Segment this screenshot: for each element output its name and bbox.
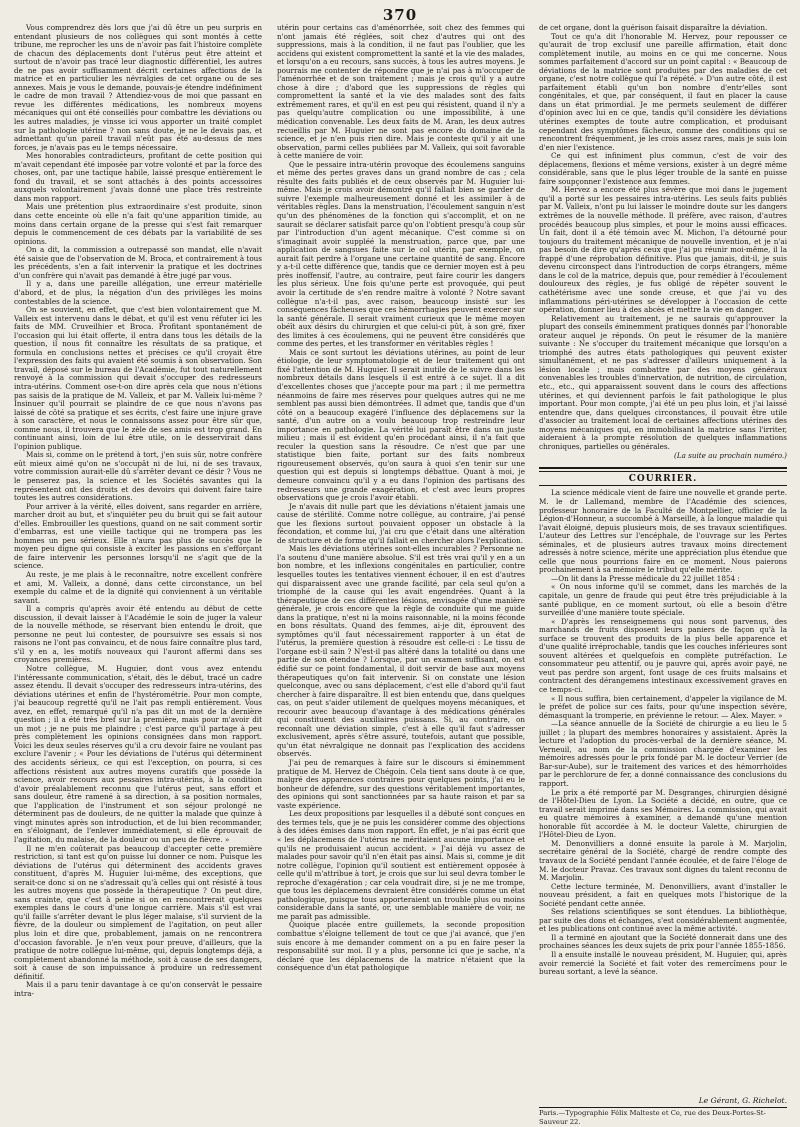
paragraph: Je n'avais dit nulle part que les déviations n'étaient jamais une cause de stérilité. Comme notre collègue, au contraire, j'ai pensé que les flexions surtout pouvaient opposer un obstacle à la fécondation, et comme lui, j'ai cru que c'était dans une altération de structure et de forme qu'il fallait en chercher alors l'explication.	[277, 501, 525, 545]
column-3	[539, 24, 787, 1089]
paragraph: Mais il a paru tenir davantage à ce qu'on conservât le pessaire intra-	[14, 980, 262, 998]
paragraph: Ses relations scientifiques se sont étendues. La bibliothèque, par suite des dons et échanges, s'est considérablement augmentée, et les publications ont continué avec la même activité.	[539, 907, 787, 934]
column-2	[277, 24, 525, 1119]
paragraph: Mais les déviations utérines sont-elles incurables ? Personne ne l'a soutenu d'une manière absolue. S'il est très vrai qu'il y en a un bon nombre, et les inflexions congénitales en particulier, contre lesquelles toutes les tentatives viennent échouer, il en est d'autres qui disparaissent avec une grande facilité, par cela seul qu'on a triomphé de la cause qui les avait engendrées. Quant à la thérapeutique de ces différentes lésions, envisagée d'une manière générale, je crois encore que la règle de conduite qui me guide dans la pratique, n'est ni la moins raisonnable, ni la moins féconde en bons résultats. Quand des femmes, ai-je dit, éprouvent des symptômes qu'il faut nécessairement rapporter à un état de l'utérus, la première question à résoudre est celle-ci : Le tissu de l'organe est-il sain ? N'est-il pas altéré dans la totalité ou dans une partie de son étendue ? Lorsque, par un examen suffisant, on est édifié sur ce point fondamental, il doit servir de base aux moyens thérapeutiques qu'on fait intervenir. Si on constate une lésion quelconque, avec ou sans déplacement, c'est elle d'abord qu'il faut chercher à faire disparaître. Il est bien entendu que, dans quelques cas, on peut s'aider utilement de quelques moyens mécaniques, et recourir avec beaucoup d'avantage à des médications générales qui constituent des auxiliaires puissans. Si, au contraire, on reconnaît une déviation simple, c'est à elle qu'il faut s'adresser exclusivement, après s'être assuré, toutefois, autant que possible, qu'un état névralgique ne donnait pas l'explication des accidens observés.	[277, 544, 525, 759]
courrier-body	[539, 489, 787, 976]
paragraph: On se souvient, en effet, que c'est bien volontairement que M. Valleix est intervenu dans le débat, et qu'il est venu réfuter ici les faits de MM. Cruveilhier et Broca. Profitant spontanément de l'occasion qui lui était offerte, il entra dans tous les détails de la question, il nous fit connaître les résultats de sa pratique, et formula en conclusions nettes et précises ce qu'il croyait être l'expression des faits qui avaient été soumis à son observation. Son travail, déposé sur le bureau de l'Académie, fut tout naturellement renvoyé à la commission qui devait s'occuper des redresseurs intra-utérins. Comment ose-t-on dire après cela que nous n'étions pas saisis de la pratique de M. Valleix, et par M. Valleix lui-même ? Insinuer qu'il pourrait se plaindre de ce que nous n'avons pas laissé de côté sa pratique et ses écrits, c'est faire une injure grave à son caractère, et nous le connaissons assez pour être sûr que, comme nous, il trouvera que le zèle de ses amis est trop grand. En continuant ainsi, loin de lui être utile, on le desservirait dans l'opinion publique.	[14, 305, 262, 451]
paragraph: Mais ce sont surtout les déviations utérines, au point de leur étiologie, de leur symptomatologie et de leur traitement qui ont fixé l'attention de M. Huguier. Il serait inutile de le suivre dans les nombreux détails dans lesquels il est entré à ce sujet. Il a dit d'excellentes choses que j'accepte pour ma part ; il me permettra néanmoins de faire mes réserves pour quelques autres qui ne me semblent pas aussi bien démontrées. Il admet que, tandis que d'un côté on a beaucoup exagéré l'influence des déplacemens sur la santé, d'un autre on a voulu beaucoup trop restreindre leur importance en pathologie. La vérité lui paraît être dans un juste milieu ; mais il est évident qu'en procédant ainsi, il n'a fait que reculer la question sans la résoudre. Ce n'est que par une statistique bien faite, portant sur des faits nombreux rigoureusement observés, qu'on saura à quoi s'en tenir sur une question qui est depuis si longtemps débattue. Quant à moi, je demeure convaincu qu'il y a eu dans l'opinion des partisans des redresseurs une grande exagération, et c'est avec leurs propres observations que je crois l'avoir établi.	[277, 347, 525, 503]
paragraph: Il a ensuite installé le nouveau président, M. Huguier, qui, après avoir remercié la Société et fait voter des remercîmens pour le bureau sortant, a levé la séance.	[539, 949, 787, 977]
paragraph: Tout ce qu'a dit l'honorable M. Hervez, pour repousser ce qu'aurait de trop exclusif une pareille affirmation, était donc complètement inutile, au moins en ce qui me concerne. Nous sommes parfaitement d'accord sur un point capital : « Beaucoup de déviations de la matrice sont produites par des maladies de cet organe, c'est notre collègue qui l'a répété. » D'un autre côté, il est parfaitement établi qu'un bon nombre d'entr'elles sont congénitales, et que, par conséquent, il faut en placer la cause dans un état primordial. Je me permets seulement de différer d'opinion avec lui en ce que, tandis qu'il considère les déviations utérines exemptes de toute autre complication, et produisant cependant des symptômes fâcheux, comme des conditions qui se rencontrent fréquemment, je les crois assez rares, mais je suis loin d'en nier l'existence.	[539, 31, 787, 152]
column-1	[14, 24, 262, 1119]
paragraph: Quoique placée entre guillemets, la seconde proposition combattue s'éloigne tellement de tout ce que j'ai avancé, que j'en suis encore à me demander comment on a pu en faire peser la responsabilité sur moi. Il y a plus, personne ici que je sache, n'a déclaré que les déplacemens de la matrice n'étaient que la conséquence d'un état pathologique	[277, 920, 525, 973]
paragraph: —La séance annuelle de la Société de chirurgie a eu lieu le 5 juillet ; la plupart des membres honoraires y assistaient. Après la lecture et l'adoption du procès-verbal de la dernière séance, M. Verneuil, au nom de la commission chargée d'examiner les mémoires adressés pour le prix fondé par M. le docteur Verrier (de Bar-sur-Aube), sur le traitement des varices et des hémorrhoïdes par le perchlorure de fer, a donné connaissance des conclusions du rapport.	[539, 719, 787, 789]
paragraph: J'ai peu de remarques à faire sur le discours si éminemment pratique de M. Hervez de Chégoin. Cela tient sans doute à ce que, malgré des apparences contraires pour quelques points, j'ai eu le bonheur de défendre, sur des questions véritablement importantes, des opinions qui sont sanctionnées par sa haute raison et par sa vaste expérience.	[277, 758, 525, 810]
paragraph: Cette lecture terminée, M. Denonvilliers, avant d'installer le nouveau président, a fait en quelques mots l'historique de la Société pendant cette année.	[539, 881, 787, 908]
paragraph: M. Denonvilliers a donné ensuite la parole à M. Marjolin, secrétaire général de la Société, chargé de rendre compte des travaux de la Société pendant l'année écoulée, et de faire l'éloge de M. le docteur Pravaz. Ces travaux sont dignes du talent reconnu de M. Marjolin.	[539, 838, 787, 883]
paragraph: On a dit, la commission a outrepassé son mandat, elle n'avait été saisie que de l'observation de M. Broca, et contrairement à tous les précédents, s'en a fait intervenir la pratique et les doctrines d'un confrère qui n'avait pas demandé à être jugé par vous.	[14, 245, 262, 280]
paragraph: Vous comprendrez dès lors que j'ai dû être un peu surpris en entendant plusieurs de nos collègues qui sont montés à cette tribune, me reprocher les uns de n'avoir pas fait l'histoire complète de chacun des déplacements dont l'utérus peut être atteint et surtout de n'avoir pas tracé leur diagnostic différentiel, les autres de ne pas avoir suffisamment décrit certaines affections de la matrice et en particulier les névralgies de cet organe ou de ses annexes. Mais je vous le demande, pouvais-je étendre indéfiniment le cadre de mon travail ? Attendiez-vous de moi que passant en revue les différentes médications, les nombreux moyens mécaniques qui ont été conseillés pour combattre les déviations ou les autres maladies, je vinsse ici vous apporter un traité complet sur la pathologie utérine ? non sans doute, je ne le devais pas, et admettant qu'un pareil travail n'eût pas été au-dessus de mes forces, je n'avais pas eu le temps nécessaire.	[14, 24, 262, 152]
paragraph: Les deux propositions par lesquelles il a débuté sont conçues en des termes tels, que je ne puis les considérer comme des objections à des idées émises dans mon rapport. En effet, je n'ai pas écrit que « les déplacemens de l'utérus ne méritaient aucune importance et qu'ils ne produisaient aucun accident. » J'ai déjà vu assez de malades pour savoir qu'il n'en était pas ainsi. Mais si, comme je dit notre collègue, l'opinion qu'il soutient est entièrement opposée à celle qu'il m'attribue à tort, je crois que sur lui seul devra tomber le reproche d'exagération ; car cela voudrait dire, si je ne me trompe, que tous les déplacemens devraient être considérés comme un état pathologique, puisque tous apporteraient un trouble plus ou moins considérable dans la santé, or, une semblable manière de voir, ne me paraît pas admissible.	[277, 809, 525, 921]
paragraph: Ce qui est infiniment plus commun, c'est de voir des déplacemens, flexions et même versions, exister à un degré même considérable, sans que le plus léger trouble de la santé en puisse faire soupçonner l'existence aux femmes.	[539, 151, 787, 186]
paragraph: Que le pessaire intra-utérin provoque des écoulemens sanguins et même des pertes graves dans un grand nombre de cas ; cela résulte des faits publiés et de ceux observés par M. Huguier lui-même. Mais je crois avoir démontré qu'il fallait bien se garder de suivre l'exemple malheureusement donné et les assimiler à de véritables règles. Dans la menstruation, l'écoulement sanguin n'est qu'un des phénomènes de la fonction qui s'accomplit, et on ne saurait se déclarer satisfait parce qu'on l'obtient presqu'à coup sûr par l'introduction d'un agent mécanique. C'est comme si on s'imaginait avoir suppléé la menstruation, parce que, par une application de sangsues faite sur le col utérin, par exemple, on aurait fait perdre à l'organe une certaine quantité de sang. Encore y a-t-il cette différence que, tandis que ce dernier moyen est à peu près inoffensif, l'autre, au contraire, peut faire courir les dangers les plus sérieux. Une fois qu'une perte est provoquée, qui peut avoir la certitude de s'en rendre maître à volonté ? Notre savant collègue n'a-t-il pas, avec raison, beaucoup insisté sur les conséquences fâcheuses que ces hémorrhagies peuvent exercer sur la santé générale. Il serait vraiment curieux que le même moyen obéît aux désirs du chirurgien et que celui-ci pût, à son gré, fixer des limites à ces écoulemens, qui ne peuvent être considérés que comme des pertes, et les transformer en véritables règles !	[277, 159, 525, 349]
paragraph: « D'après les renseignemens qui nous sont parvenus, des marchands de fruits disposent leurs paniers de façon qu'à la surface se trouvent des produits de la plus belle apparence et d'une qualité irréprochable, tandis que les couches inférieures sont souvent altérées et quelquefois en complète putréfaction. Le consommateur peu attentif, ou je pauvre qui, après avoir payé, ne veut pas perdre son argent, font usage de ces fruits malsains et contractent des dérangemens intestinaux excessivement graves en ce temps-ci.	[539, 616, 787, 695]
paragraph: Relativement au traitement, je ne saurais qu'approuver la plupart des conseils éminemment pratiques donnés par l'honorable orateur auquel je réponds. On peut le résumer de la manière suivante : Ne s'occuper du traitement mécanique que lorsqu'on a triomphé des autres états pathologiques qui peuvent exister simultanément, et ne pas s'adresser d'ailleurs uniquement à la lésion locale ; mais combattre par des moyens généraux convenables les troubles d'innervation, de nutrition, de circulation, etc., etc., qui apparaissent souvent dans le cours des affections utérines, et qui deviennent parfois le fait pathologique le plus important. Pour mon compte, j'ai été un peu plus loin, et j'ai laissé entendre que, dans quelques circonstances, il pouvait être utile d'associer au traitement local de certaines affections utérines des moyens mécaniques qui, en immobilisant la matrice sans l'irriter, aideraient à la prompte résolution de quelques inflammations chroniques, partielles ou générales.	[539, 313, 787, 451]
paragraph: Notre collègue, M. Huguier, dont vous avez entendu l'intéressante communication, s'était, dès le début, tracé un cadre assez étendu. Il devait s'occuper des redresseurs intra-utérins, des déviations utérines et enfin de l'hystérométrie. Pour mon compte, j'ai beaucoup regretté qu'il ne l'ait pas rempli entièrement. Vous avez, en effet, remarqué qu'il n'a pas dit un mot de la dernière question ; il a été très bref sur la première, mais pour m'avoir dit un mot ; je ne puis me plaindre ; c'est parce qu'il partage à peu près complètement les opinions consignées dans mon rapport. Voici les deux seules réserves qu'il a cru devoir faire ne voulant pas exclure l'avenir ; « Pour les déviations de l'utérus qui déterminent des accidents sérieux, ce qui est l'exception, on pourra, si ces affections résistent aux autres moyens curatifs que possède la science, avoir recours aux pessaires intra-utérins, à la condition d'avoir préalablement reconnu que l'utérus peut, sans effort et sans douleur, être ramené à sa direction, à sa position normales, que l'application de l'instrument et son séjour prolongé ne déterminent pas de douleurs, de ne quitter la malade que quinze à vingt minutes après son introduction, et de lui bien recommander, en s'éloignant, de l'enlever immédiatement, si elle éprouvait de l'agitation, du malaise, de la douleur ou un peu de fièvre. »	[14, 664, 262, 844]
paragraph: Pour arriver à la vérité, elles doivent, sans regarder en arrière, marcher droit au but, et s'inquiéter peu du bruit qui se fait autour d'elles. Embrouiller les questions, quand on ne sait comment sortir d'embarras, est une vieille tactique qui ne trompera pas les hommes un peu sérieux. Elle n'aura pas plus de succès que le moyen peu digne qui consiste à exciter les passions en s'efforçant de faire intervenir les personnes lorsqu'il ne s'agit que de la science.	[14, 501, 262, 571]
section-divider	[539, 467, 787, 472]
paragraph: Il ne m'en coûterait pas beaucoup d'accepter cette première restriction, si tant est qu'on puisse lui donner ce nom. Puisque les déviations de l'utérus qui déterminent des accidents graves constituent, d'après M. Huguier lui-même, des exceptions, que serait-ce donc si on ne s'adressait qu'à celles qui ont résisté à tous les autres moyens que possède la thérapeutique ? On peut dire, sans crainte, que c'est à peine si on en rencontrerait quelques exemples dans le cours d'une longue carrière. Mais s'il est vrai qu'il faille s'arrêter devant le plus léger malaise, s'il survient de la fièvre, de la douleur ou simplement de l'agitation, on peut aller plus loin et dire que, probablement, jamais on ne rencontrera d'occasion favorable. Je n'en veux pour preuve, d'ailleurs, que la pratique de notre collègue lui-même, qui, depuis longtemps déjà, a complètement abandonné la méthode, soit à cause de ses dangers, soit à cause de son impuissance à produire un redressement définitif.	[14, 843, 262, 981]
printer-line: Paris.—Typographie Félix Malteste et Ce, rue des Deux-Portes-St-Sauveur 22.	[539, 1107, 787, 1127]
paragraph: La science médicale vient de faire une nouvelle et grande perte. M. le dr Lallemand, membre de l'Académie des sciences, professeur honoraire de la Faculté de Montpellier, officier de la Légion-d'Honneur, a succombé à Marseille, à la longue maladie qui l'avait éloigné, depuis plusieurs mois, de ses travaux scientifiques. L'auteur des Lettres sur l'encéphale, de l'ouvrage sur les Pertes séminales, et de plusieurs autres travaux moins directement adressés à notre science, mérite une appréciation plus étendue que celle que nous pourrions faire en ce moment. Nous paierons prochainement à sa mémoire le tribut qu'elle mérite.	[539, 488, 787, 575]
paragraph: « Il nous suffira, bien certainement, d'appeler la vigilance de M. le préfet de police sur ces faits, pour qu'une inspection sévère, démasquant la tromperie, en prévienne le retour. — Alex. Mayer. »	[539, 693, 787, 720]
page-number: 370	[382, 6, 418, 24]
paragraph: Mais si, comme on le prétend à tort, j'en suis sûr, notre confrère eût mieux aimé qu'on ne s'occupât ni de lui, ni de ses travaux, votre commission aurait-elle dû s'arrêter devant ce désir ? Vous ne le penserez pas, la science et les Sociétés savantes qui la représentent ont des droits et des devoirs qui doivent faire taire toutes les autres considérations.	[14, 450, 262, 503]
column-3-body	[539, 24, 787, 451]
paragraph: Mais une prétention plus extraordinaire s'est produite, sinon dans cette enceinte où elle n'a fait qu'une apparition timide, au moins dans certain organe de la presse qui s'est fait remarquer depuis le commencement de ces débats par la variabilité de ses opinions.	[14, 202, 262, 246]
paragraph: « On nous informe qu'il se commet, dans les marchés de la capitale, un genre de fraude qui peut être très préjudiciable à la santé publique, en ce moment surtout, où elle a besoin d'être surveillée d'une manière toute spéciale.	[539, 582, 787, 618]
gerant-signature: Le Gérant, G. Richelot.	[698, 1096, 787, 1105]
paragraph: Mes honorables contradicteurs, profitant de cette position qui m'avait cependant été imposée par votre volonté et par la force des choses, ont, par une tactique habile, laissé presque entièrement le fond du travail, et se sont attachés à des points accessoires auxquels volontairement j'avais donné une place très restreinte dans mon rapport.	[14, 151, 262, 203]
courrier-title: COURRIER.	[628, 473, 698, 484]
paragraph: Il y a, dans une pareille allégation, une erreur matérielle d'abord, et de plus, la négation d'un des privilèges les moins contestables de la science.	[14, 279, 262, 306]
title-underline	[539, 485, 787, 486]
paragraph: Le prix a été remporté par M. Desgranges, chirurgien désigné de l'Hôtel-Dieu de Lyon. La Société a décidé, en outre, que ce travail serait imprimé dans ses Mémoires. La commission, qui avait eu quatre mémoires à examiner, a demandé qu'une mention honorable fût accordée à M. le docteur Valette, chirurgien de l'Hôtel-Dieu de Lyon.	[539, 787, 787, 840]
continuation-note: (La suite au prochain numéro.)	[674, 451, 787, 461]
paragraph: Il a compris qu'après avoir été entendu au début de cette discussion, il devait laisser à l'Académie le soin de juger la valeur de la nouvelle méthode, se réservant bien entendu le droit, que personne ne peut lui contester, de poursuivre ses essais si nos raisons ne l'ont pas convaincu, et de nous faire connaître plus tard, s'il y en a, les motifs nouveaux qui l'auront affermi dans ses croyances premières.	[14, 604, 262, 665]
paragraph: de cet organe, dont la guérison faisait disparaître la déviation.	[539, 24, 768, 32]
page-footer	[539, 1096, 787, 1127]
paragraph: utérin pour certains cas d'aménorrhée, soit chez des femmes qui n'ont jamais été réglées, soit chez d'autres qui ont des suppressions, mais à la condition, il ne faut pas l'oublier, que les accidens qui existent compromettent la santé et la vie des malades, et lorsqu'on a eu recours, sans succès, à tous les autres moyens. Je pourrais me contenter de répondre que je n'ai pas à m'occuper de l'aménorrhée et de son traitement ; mais je crois qu'il y a autre chose à dire ; d'abord que les suppressions de règles qui compromettent la santé et la vie des malades sont des faits extrêmement rares, et qu'il en est peu qui résistent, quand il n'y a pas quelqu'autre complication ou une impossibilité, à une médication convenable. Les deux faits de M. Aran, les deux autres recueillis par M. Huguier ne sont pas encore du domaine de la science, et je n'en puis rien dire. Mais je conteste qu'il y ait une observation, parmi celles publiées par M. Valleix, qui soit favorable à cette manière de voir.	[277, 24, 525, 161]
paragraph: —On lit dans la Presse médicale du 22 juillet 1854 :	[551, 573, 740, 583]
paragraph: Il a terminé en ajoutant que la Société donnerait dans une des prochaines séances les deux sujets de prix pour l'année 1855-1856.	[539, 932, 787, 951]
paragraph: Au reste, je me plais à le reconnaître, notre excellent confrère et ami, M. Valleix, a donné, dans cette circonstance, un bel exemple du calme et de la dignité qui conviennent à un véritable savant.	[14, 570, 262, 605]
paragraph: M. Hervez a encore été plus sévère que moi dans le jugement qu'il a porté sur les pessaires intra-utérins. Les seuls faits publiés par M. Valleix, n'ont pu lui laisser le moindre doute sur les dangers extrêmes de la nouvelle méthode. Il préfère, avec raison, d'autres procédés beaucoup plus simples, et pour le moins aussi efficaces. Un fait, dont il a été témoin avec M. Michon, l'a détourné pour toujours du traitement mécanique de nouvelle invention, et je n'ai pas besoin de dire qu'après ceux que j'ai pu réunir moi-même, il la frappé d'une réprobation définitive. Plus que jamais, dit-il, je suis devenu circonspect dans l'introduction de corps étrangers, même dans le col de la matrice, depuis que, pour remédier à l'écoulement douloureux des règles, je fus obligé de répéter souvent le cathétérisme avec une sonde creuse, et que j'ai vu des inflammations péri-utérines se développer à l'occasion de cette opération, donner lieu à des abcès et mettre la vie en danger.	[539, 185, 787, 315]
